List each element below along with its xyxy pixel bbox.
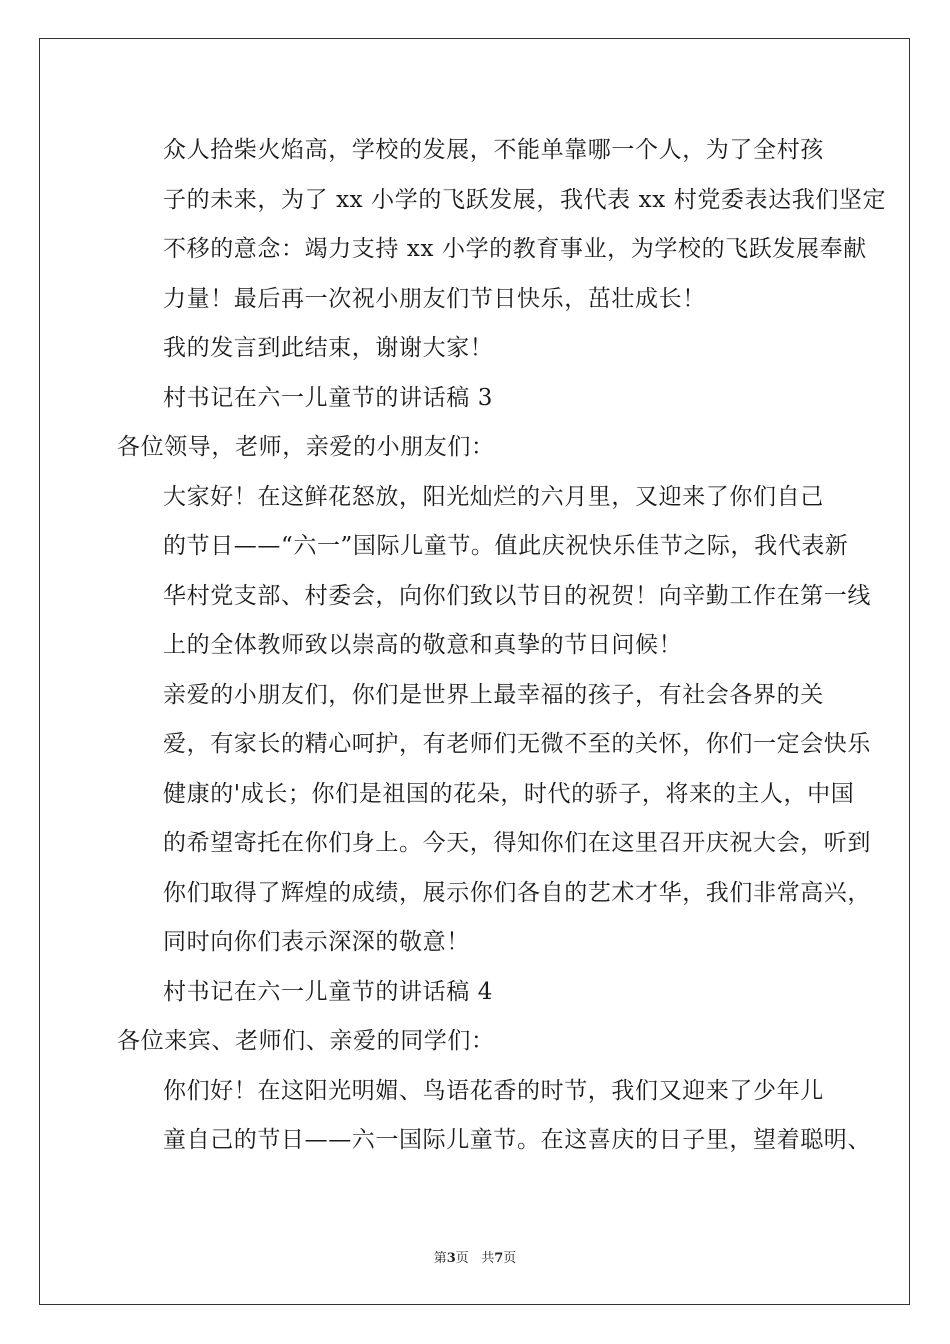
paragraph-1 — [117, 126, 887, 324]
text-line: 健康的'成长；你们是祖国的花朵，时代的骄子，将来的主人，中国 — [163, 780, 855, 807]
text-line: 不移的意念：竭力支持 xx 小学的教育事业，为学校的飞跃发展奉献 — [163, 236, 867, 262]
paragraph-closing — [117, 324, 833, 374]
text-line: 爱，有家长的精心呵护，有老师们无微不至的关怀，你们一定会快乐 — [163, 731, 871, 757]
text-line: 子的未来，为了 xx 小学的飞跃发展，我代表 xx 村党委表达我们坚定 — [163, 186, 887, 213]
salutation-4 — [117, 1017, 833, 1067]
page-suffix: 页 — [455, 1251, 469, 1266]
document-body — [117, 126, 887, 1166]
total-prefix: 共 — [481, 1251, 495, 1266]
text-line: 大家好！在这鲜花怒放，阳光灿烂的六月里，又迎来了你们自己 — [163, 483, 824, 510]
text-line: 华村党支部、村委会，向你们致以节日的祝贺！向辛勤工作在第一线 — [163, 582, 871, 609]
paragraph-greeting — [117, 473, 871, 671]
text-line: 的节日——“六一”国际儿童节。值此庆祝快乐佳节之际，我代表新 — [163, 533, 849, 559]
text-line: 亲爱的小朋友们，你们是世界上最幸福的孩子，有社会各界的关 — [163, 681, 824, 708]
page-footer — [0, 1247, 950, 1266]
section-heading-3 — [117, 374, 833, 424]
text-line: 童自己的节日——六一国际儿童节。在这喜庆的日子里，望着聪明、 — [163, 1127, 871, 1153]
text-line: 同时向你们表示深深的敬意！ — [163, 929, 470, 955]
text-line: 你们好！在这阳光明媚、鸟语花香的时节，我们又迎来了少年儿 — [163, 1077, 824, 1104]
salutation-3 — [117, 423, 833, 473]
heading-text: 村书记在六一儿童节的讲话稿 4 — [163, 978, 493, 1005]
total-pages: 7 — [494, 1251, 504, 1266]
salutation-text: 各位领导，老师，亲爱的小朋友们： — [117, 434, 495, 460]
text-line: 你们取得了辉煌的成绩，展示你们各自的艺术才华，我们非常高兴， — [163, 879, 871, 906]
text-line: 上的全体教师致以崇高的敬意和真挚的节日问候！ — [163, 632, 683, 658]
text-line: 的希望寄托在你们身上。今天，得知你们在这里召开庆祝大会，听到 — [163, 830, 871, 856]
paragraph-opening — [117, 1067, 871, 1166]
page-prefix: 第 — [433, 1251, 447, 1266]
section-heading-4 — [117, 968, 833, 1018]
salutation-text: 各位来宾、老师们、亲爱的同学们： — [117, 1028, 495, 1054]
heading-text: 村书记在六一儿童节的讲话稿 3 — [163, 384, 493, 411]
text-line: 众人拾柴火焰高，学校的发展，不能单靠哪一个人，为了全村孩 — [163, 137, 824, 163]
text-line: 我的发言到此结束，谢谢大家！ — [163, 335, 494, 361]
paragraph-children — [117, 671, 871, 968]
text-line: 力量！最后再一次祝小朋友们节日快乐，茁壮成长！ — [163, 285, 706, 312]
page-number: 3 — [446, 1251, 456, 1266]
total-suffix: 页 — [503, 1251, 517, 1266]
